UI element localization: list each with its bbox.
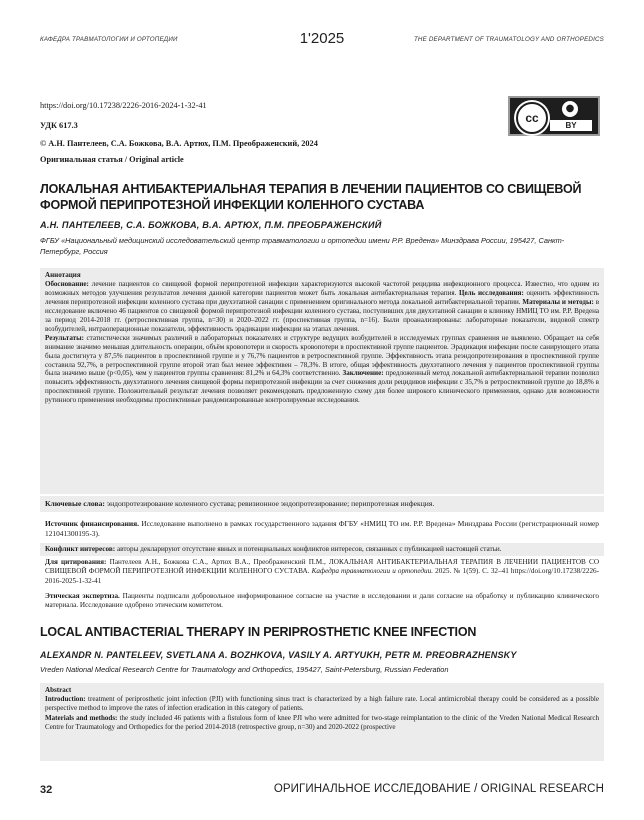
article-type: Оригинальная статья / Original article: [40, 155, 184, 164]
conflict-of-interest: [40, 543, 604, 556]
udk-code: УДК 617.3: [40, 121, 78, 130]
text-aim: оценить эффективность лечения перипротезной инфекции коленного сустава при двухэтапной санации с применением оригинального метода локальной антибактериальной терапии.: [45, 289, 599, 307]
abstract-ru: [40, 268, 604, 494]
text-introduction: treatment of periprosthetic joint infection (PJI) with functioning sinus tract is characterized by a high failure rate. Local antimicrobial therapy could be considered as a possible perspective method to improve the rates of infection eradication in this category of patients.: [45, 695, 599, 713]
cite-journal: Кафедра травматологии и ортопедии.: [311, 567, 434, 576]
label-rationale: Обоснование:: [45, 280, 89, 289]
abstract-body-ru: [45, 280, 599, 405]
ethics: [40, 592, 604, 611]
by-label: BY: [550, 120, 592, 131]
label-introduction: Introduction:: [45, 695, 86, 704]
attribution-person-icon: ●: [562, 101, 578, 117]
label-aim: Цель исследования:: [459, 289, 524, 298]
ethics-text: Пациенты подписали добровольное информированное согласие на участие в исследовании и дали согласие на обработку и публикацию клинического материала. Исследование одобрено этическим комитетом.: [45, 592, 600, 610]
text-methods: в исследование включено 46 пациентов со свищевой формой перипротезной инфекции коленного сустава, поступивших для двухэтапной санации в клинику НМИЦ ТО им. Р.Р. Вредена за период 2014-2018 гг. (ретроспективная группа, n=30) и 2020–2022 гг. (проспективная группа, n=16). Были проанализированы: лабораторные показатели, видовой спектр возбудителей, интраоперационные показатели, эффективность эрадикации инфекции на этапах лечения.: [45, 298, 600, 333]
issue-number: 1'2025: [299, 30, 345, 47]
label-conclusion: Заключение:: [342, 369, 384, 378]
article-title-ru: ЛОКАЛЬНАЯ АНТИБАКТЕРИАЛЬНАЯ ТЕРАПИЯ В ЛЕЧЕНИИ ПАЦИЕНТОВ СО СВИЩЕВОЙ ФОРМОЙ ПЕРИПРОТЕЗНОЙ ИНФЕКЦИИ КОЛЕННОГО СУСТАВА: [40, 182, 582, 212]
page-number: 32: [40, 784, 53, 796]
citation: [40, 558, 604, 586]
authors-ru: А.Н. ПАНТЕЛЕЕВ, С.А. БОЖКОВА, В.А. АРТЮХ, П.М. ПРЕОБРАЖЕНСКИЙ: [40, 220, 382, 230]
text-results: статистически значимых различий в лабораторных показателях и структуре ведущих возбудителей в исследуемых группах сравнения не выявлено. Обращает на себя внимание значимо меньшая длительность операции, объём кровопотери и скорость кровопотери в проспективной группе пациентов. Эрадикация инфекции после санирующего этапа была достигнута у 87,5% пациентов в проспективной группе и у 76,7% пациентов в ретроспективной группе. Эффективность этапа реэндопротезирования в проспективной группе составила 92,7%, в ретроспективной группе второй этап был менее эффективен – 78,3%. В итоге, общая эффективность двухэтапного лечения у пациентов проспективной группы была значимо выше (p<0,05), чем у пациентов группы сравнения: 81,2% и 64,3% соответственно.: [45, 333, 599, 378]
label-methods: Материалы и методы:: [522, 298, 594, 307]
label-materials-methods: Materials and methods:: [45, 713, 118, 722]
funding-text: Исследование выполнено в рамках государственного задания ФГБУ «НМИЦ ТО им. Р.Р. Вредена» Минздрава России (регистрационный номер 121041300195-3).: [45, 519, 599, 538]
cc-logo-icon: cc: [516, 102, 548, 134]
cc-by-license-icon: [508, 96, 600, 136]
copyright: © А.Н. Пантелеев, С.А. Божкова, В.А. Артюх, П.М. Преображенский, 2024: [40, 139, 318, 148]
abstract-body-en: [45, 695, 599, 732]
keywords-text: эндопротезирование коленного сустава; ревизионное эндопротезирование; перипротезная инфекция.: [106, 499, 435, 508]
funding: [40, 519, 604, 538]
article-title-en: LOCAL ANTIBACTERIAL THERAPY IN PERIPROSTHETIC KNEE INFECTION: [40, 625, 477, 639]
journal-name-en: THE DEPARTMENT OF TRAUMATOLOGY AND ORTHOPEDICS: [413, 36, 604, 43]
doi-link[interactable]: https://doi.org/10.17238/2226-2016-2024-1-32-41: [40, 101, 207, 110]
cite-main: Пантелеев А.Н., Божкова С.А., Артюх В.А., Преображенский П.М., ЛОКАЛЬНАЯ АНТИБАКТЕРИАЛЬНАЯ ТЕРАПИЯ В ЛЕЧЕНИИ ПАЦИЕНТОВ СО СВИЩЕВОЙ ФОРМОЙ ПЕРИПРОТЕЗНОЙ ИНФЕКЦИИ КОЛЕННОГО СУСТАВА.: [45, 558, 600, 576]
abstract-heading-ru: Аннотация: [45, 271, 81, 279]
text-conclusion: предложенный метод локальной антибактериальной терапии позволил повысить эффективность двухэтапного лечения свищевой формы перипротезной инфекции за счет снижения доли рецидивов инфекции с 35,7% в ретроспективной группе до 18,8% в проспективной группе. Положительный результат лечения позволяет рекомендовать предложенную схему для более широкого клинического применения, однако для возможности рутинного применения необходимы проспективные рандомизированные контролируемые исследования.: [45, 369, 600, 405]
coi-label: Конфликт интересов:: [45, 545, 116, 553]
ethics-label: Этическая экспертиза.: [45, 592, 120, 600]
label-results: Результаты:: [45, 333, 84, 342]
text-materials-methods: the study included 46 patients with a fistulous form of knee PJI who were admitted for two-stage reimplantation to the clinic of the Vreden National Medical Research Centre for Traumatology and Orthopedics for the period 2014-2018 (retrospective group, n=30) and 2020-2022 (prospective: [45, 713, 599, 731]
cite-label: Для цитирования:: [45, 558, 107, 566]
keywords-ru: [40, 496, 604, 512]
affiliation-en: Vreden National Medical Research Centre for Traumatology and Orthopedics, 195427, Saint-Petersburg, Russian Federation: [40, 665, 449, 674]
abstract-heading-en: Abstract: [45, 686, 72, 694]
funding-label: Источник финансирования.: [45, 519, 140, 528]
cite-tail: 2025. № 1(59). С. 32–41 https://doi.org/10.17238/2226-2016-2025-1-32-41: [45, 567, 600, 585]
authors-en: ALEXANDR N. PANTELEEV, SVETLANA A. BOZHKOVA, VASILY A. ARTYUKH, PETR M. PREOBRAZHENSKY: [40, 650, 517, 660]
coi-text: авторы декларируют отсутствие явных и потенциальных конфликтов интересов, связанных с публикацией настоящей статьи.: [116, 545, 502, 553]
keywords-label: Ключевые слова:: [45, 499, 105, 508]
section-name: ОРИГИНАЛЬНОЕ ИССЛЕДОВАНИЕ / ORIGINAL RESEARCH: [273, 783, 604, 795]
affiliation-ru: ФГБУ «Национальный медицинский исследовательский центр травматологии и ортопедии имени Р.Р. Вредена» Минздрава России, 195427, Санкт-Петербург, Россия: [40, 236, 565, 256]
running-header: [40, 30, 604, 50]
journal-name-ru: КАФЕДРА ТРАВМАТОЛОГИИ И ОРТОПЕДИИ: [40, 36, 178, 43]
abstract-en: [40, 683, 604, 761]
text-rationale: лечение пациентов со свищевой формой перипротезной инфекции характеризуются высокой частотой рецидива инфекционного процесса. Известно, что одним из возможных методов улучшения результатов лечения данной категории пациентов может быть локальная антибактериальная терапия.: [45, 280, 600, 298]
